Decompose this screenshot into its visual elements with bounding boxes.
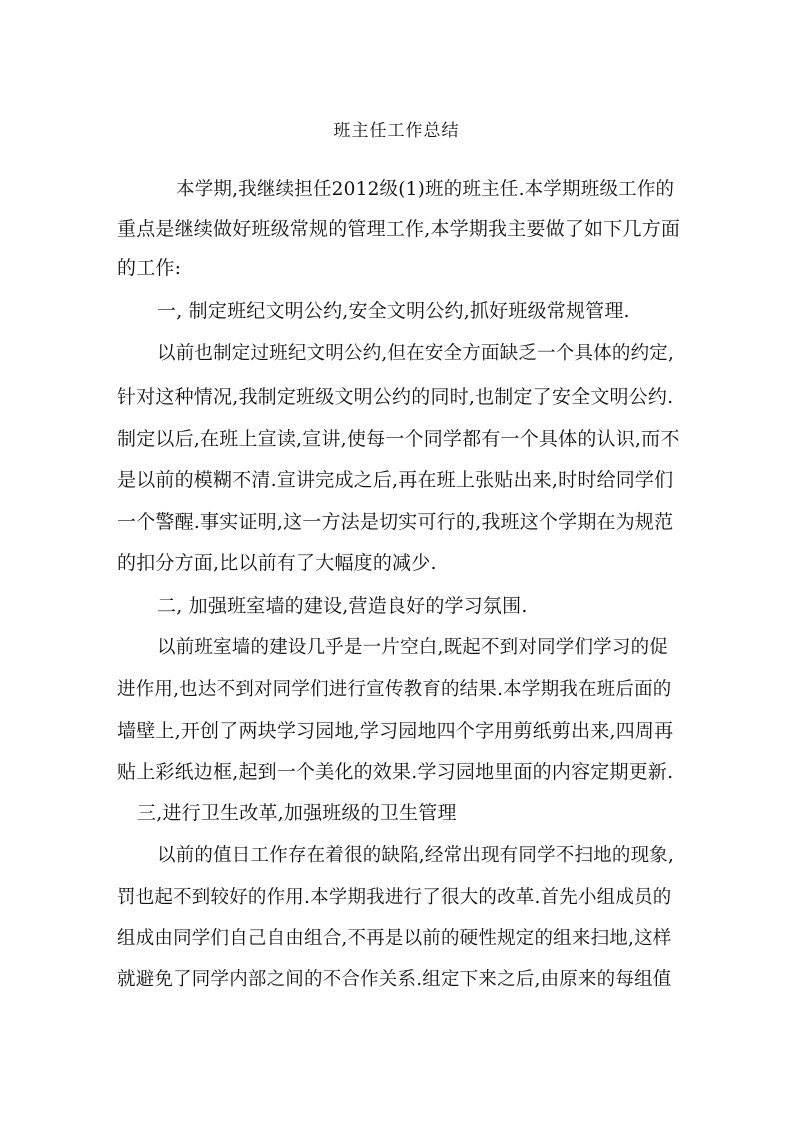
paragraph-line: 贴上彩纸边框,起到一个美化的效果.学习园地里面的内容定期更新. bbox=[117, 761, 674, 783]
paragraph-line: 罚也起不到较好的作用.本学期我进行了很大的改革.首先小组成员的 bbox=[117, 887, 672, 908]
paragraph-line: 组成由同学们自己自由组合,不再是以前的硬性规定的组来扫地,这样 bbox=[117, 928, 672, 949]
paragraph-line: 以前也制定过班纪文明公约,但在安全方面缺乏一个具体的约定, bbox=[157, 343, 675, 364]
paragraph-line: 进作用,也达不到对同学们进行宣传教育的结果.本学期我在班后面的 bbox=[117, 679, 672, 700]
paragraph-line: 重点是继续做好班级常规的管理工作,本学期我主要做了如下几方面 bbox=[117, 218, 681, 240]
paragraph-line: 的扣分方面,比以前有了大幅度的减少. bbox=[117, 552, 437, 574]
section-heading: 一, 制定班纪文明公约,安全文明公约,抓好班级常规管理. bbox=[157, 300, 630, 322]
paragraph-line: 以前班室墙的建设几乎是一片空白,既起不到对同学们学习的促 bbox=[157, 637, 668, 658]
paragraph-line: 墙壁上,开创了两块学习园地,学习园地四个字用剪纸剪出来,四周再 bbox=[117, 720, 674, 742]
section-heading: 二, 加强班室墙的建设,营造良好的学习氛围. bbox=[157, 595, 528, 617]
paragraph-line: 的工作: bbox=[117, 257, 182, 279]
paragraph-line: 本学期,我继续担任2012级(1)班的班主任.本学期班级工作的 bbox=[176, 179, 675, 200]
section-heading: 三,进行卫生改革,加强班级的卫生管理 bbox=[137, 802, 457, 824]
paragraph-line: 是以前的模糊不清.宣讲完成之后,再在班上张贴出来,时时给同学们 bbox=[117, 469, 674, 491]
document-title: 班主任工作总结 bbox=[333, 121, 460, 141]
paragraph-line: 制定以后,在班上宣读,宣讲,使每一个同学都有一个具体的认识,而不 bbox=[117, 428, 680, 450]
paragraph-line: 一个警醒.事实证明,这一方法是切实可行的,我班这个学期在为规范 bbox=[117, 511, 674, 533]
paragraph-line: 就避免了同学内部之间的不合作关系.组定下来之后,由原来的每组值 bbox=[117, 969, 672, 990]
paragraph-line: 以前的值日工作存在着很的缺陷,经常出现有同学不扫地的现象, bbox=[157, 845, 675, 866]
paragraph-line: 针对这种情况,我制定班级文明公约的同时,也制定了安全文明公约. bbox=[117, 386, 674, 408]
